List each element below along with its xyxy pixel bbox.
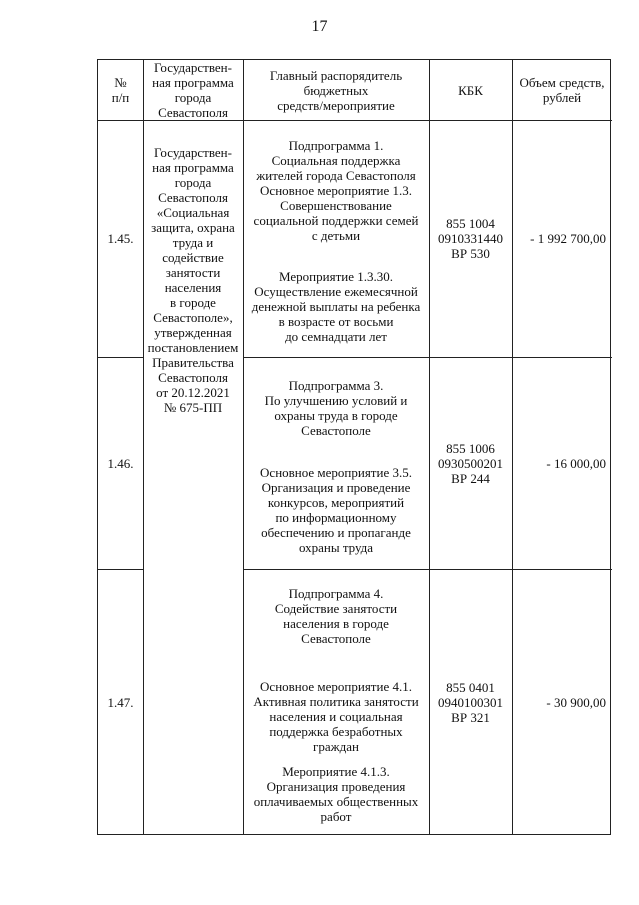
event-text: Основное мероприятие 4.1. Активная политика занятости населения и социальная поддержка безработных граждан [253,679,419,754]
subprogram-text: Подпрограмма 3. По улучшению условий и охраны труда в городе Севастополе [264,378,408,438]
row-number: 1.47. [107,695,134,710]
amount-value: - 30 900,00 [546,695,606,710]
header-amount: Объем средств, рублей [519,75,605,105]
header-num: № п/п [111,75,130,105]
row-number: 1.46. [107,455,134,471]
subprogram-text: Подпрограмма 1. Социальная поддержка жителей города Севастополя Основное мероприятие 1.3. Совершенствование социальной поддержки семей с детьми [253,138,419,243]
budget-table [97,59,611,835]
header-kbk: КБК [458,82,483,98]
amount-value: - 16 000,00 [546,455,606,471]
kbk-code: 855 1006 0930500201 ВР 244 [438,440,503,486]
page-number: 17 [311,18,328,35]
kbk-code: 855 0401 0940100301 ВР 321 [438,680,503,725]
event-text: Мероприятие 1.3.30. Осуществление ежемесячной денежной выплаты на ребенка в возрасте от восьми до семнадцати лет [251,269,421,344]
event-text: Мероприятие 4.1.3. Организация проведения оплачиваемых общественных работ [253,764,419,824]
kbk-code: 855 1004 0910331440 ВР 530 [438,216,503,261]
subprogram-text: Подпрограмма 4. Содействие занятости населения в городе Севастополе [274,586,398,646]
header-program: Государствен- ная программа города Севастополя [152,60,234,120]
amount-value: - 1 992 700,00 [530,231,606,246]
event-text: Основное мероприятие 3.5. Организация и проведение конкурсов, мероприятий по информационному обеспечению и пропаганде охраны труда [260,465,412,555]
row-number: 1.45. [107,231,134,246]
program-name: Государствен- ная программа города Севастополя «Социальная защита, охрана труда и содействие занятости населения в городе Севастополе», утвержденная постановлением Правительства Севастополя от 20.12.2021 № 675-ПП [147,145,239,415]
header-manager: Главный распорядитель бюджетных средств/мероприятие [269,67,403,113]
